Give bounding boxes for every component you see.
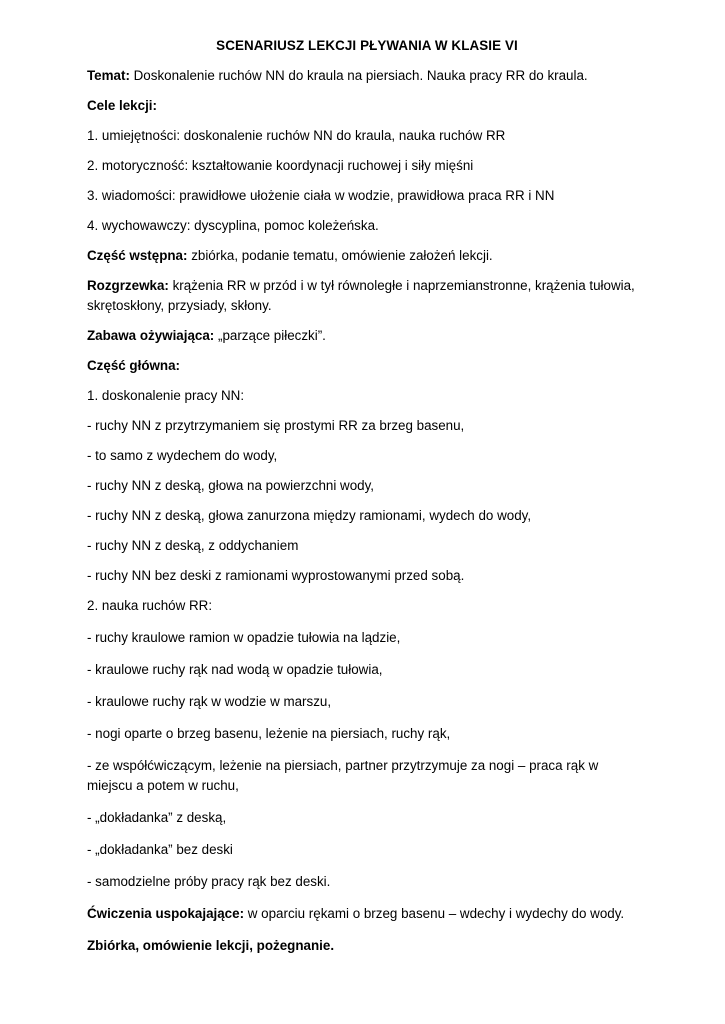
topic-paragraph: [87, 68, 647, 84]
main-section1-heading: 1. doskonalenie pracy NN:: [87, 388, 245, 403]
cooldown-text: w oparciu rękami o brzeg basenu – wdechy i wydechy do wody.: [244, 906, 625, 921]
list-item: - samodzielne próby pracy rąk bez deski.: [87, 874, 331, 889]
closing-line: Zbiórka, omówienie lekcji, pożegnanie.: [87, 938, 335, 953]
document-title: SCENARIUSZ LEKCJI PŁYWANIA W KLASIE VI: [216, 38, 518, 53]
game-label: Zabawa ożywiająca:: [87, 328, 215, 343]
list-item: - ruchy kraulowe ramion w opadzie tułowia na lądzie,: [87, 630, 401, 645]
cooldown-paragraph: [87, 906, 647, 922]
goals-heading: Cele lekcji:: [87, 98, 157, 113]
topic-label: Temat:: [87, 68, 130, 83]
main-section2-heading: 2. nauka ruchów RR:: [87, 598, 213, 613]
list-item: - ruchy NN bez deski z ramionami wyprostowanymi przed sobą.: [87, 568, 465, 583]
list-item: - „dokładanka” bez deski: [87, 842, 233, 857]
intro-label: Część wstępna:: [87, 248, 188, 263]
game-text: „parzące piłeczki”.: [214, 328, 326, 343]
topic-text: Doskonalenie ruchów NN do kraula na piersiach. Nauka pracy RR do kraula.: [129, 68, 588, 83]
goal-item: 1. umiejętności: doskonalenie ruchów NN do kraula, nauka ruchów RR: [87, 128, 506, 143]
main-heading: Część główna:: [87, 358, 181, 373]
list-item: - „dokładanka” z deską,: [87, 810, 227, 825]
warmup-label: Rozgrzewka:: [87, 278, 169, 293]
list-item: - ruchy NN z deską, głowa zanurzona między ramionami, wydech do wody,: [87, 508, 532, 523]
document-page: [87, 38, 647, 954]
warmup-paragraph: [87, 276, 647, 316]
list-item: - ze współćwiczącym, leżenie na piersiach, partner przytrzymuje za nogi – praca rąk w miejscu a potem w ruchu,: [87, 758, 599, 793]
list-item: - kraulowe ruchy rąk nad wodą w opadzie tułowia,: [87, 662, 383, 677]
list-item: - ruchy NN z przytrzymaniem się prostymi RR za brzeg basenu,: [87, 418, 465, 433]
list-item: - ruchy NN z deską, głowa na powierzchni wody,: [87, 478, 375, 493]
game-paragraph: [87, 328, 647, 344]
cooldown-label: Ćwiczenia uspokajające:: [87, 906, 245, 921]
list-item: - ruchy NN z deską, z oddychaniem: [87, 538, 299, 553]
list-item: - kraulowe ruchy rąk w wodzie w marszu,: [87, 694, 332, 709]
intro-text: zbiórka, podanie tematu, omówienie założeń lekcji.: [187, 248, 493, 263]
list-item: - nogi oparte o brzeg basenu, leżenie na piersiach, ruchy rąk,: [87, 726, 451, 741]
goal-item: 3. wiadomości: prawidłowe ułożenie ciała w wodzie, prawidłowa praca RR i NN: [87, 188, 555, 203]
goal-item: 4. wychowawczy: dyscyplina, pomoc koleżeńska.: [87, 218, 379, 233]
goal-item: 2. motoryczność: kształtowanie koordynacji ruchowej i siły mięśni: [87, 158, 474, 173]
warmup-text: krążenia RR w przód i w tył równoległe i naprzemianstronne, krążenia tułowia, skrętoskłony, przysiady, skłony.: [87, 278, 635, 313]
list-item: - to samo z wydechem do wody,: [87, 448, 278, 463]
intro-paragraph: [87, 248, 647, 264]
